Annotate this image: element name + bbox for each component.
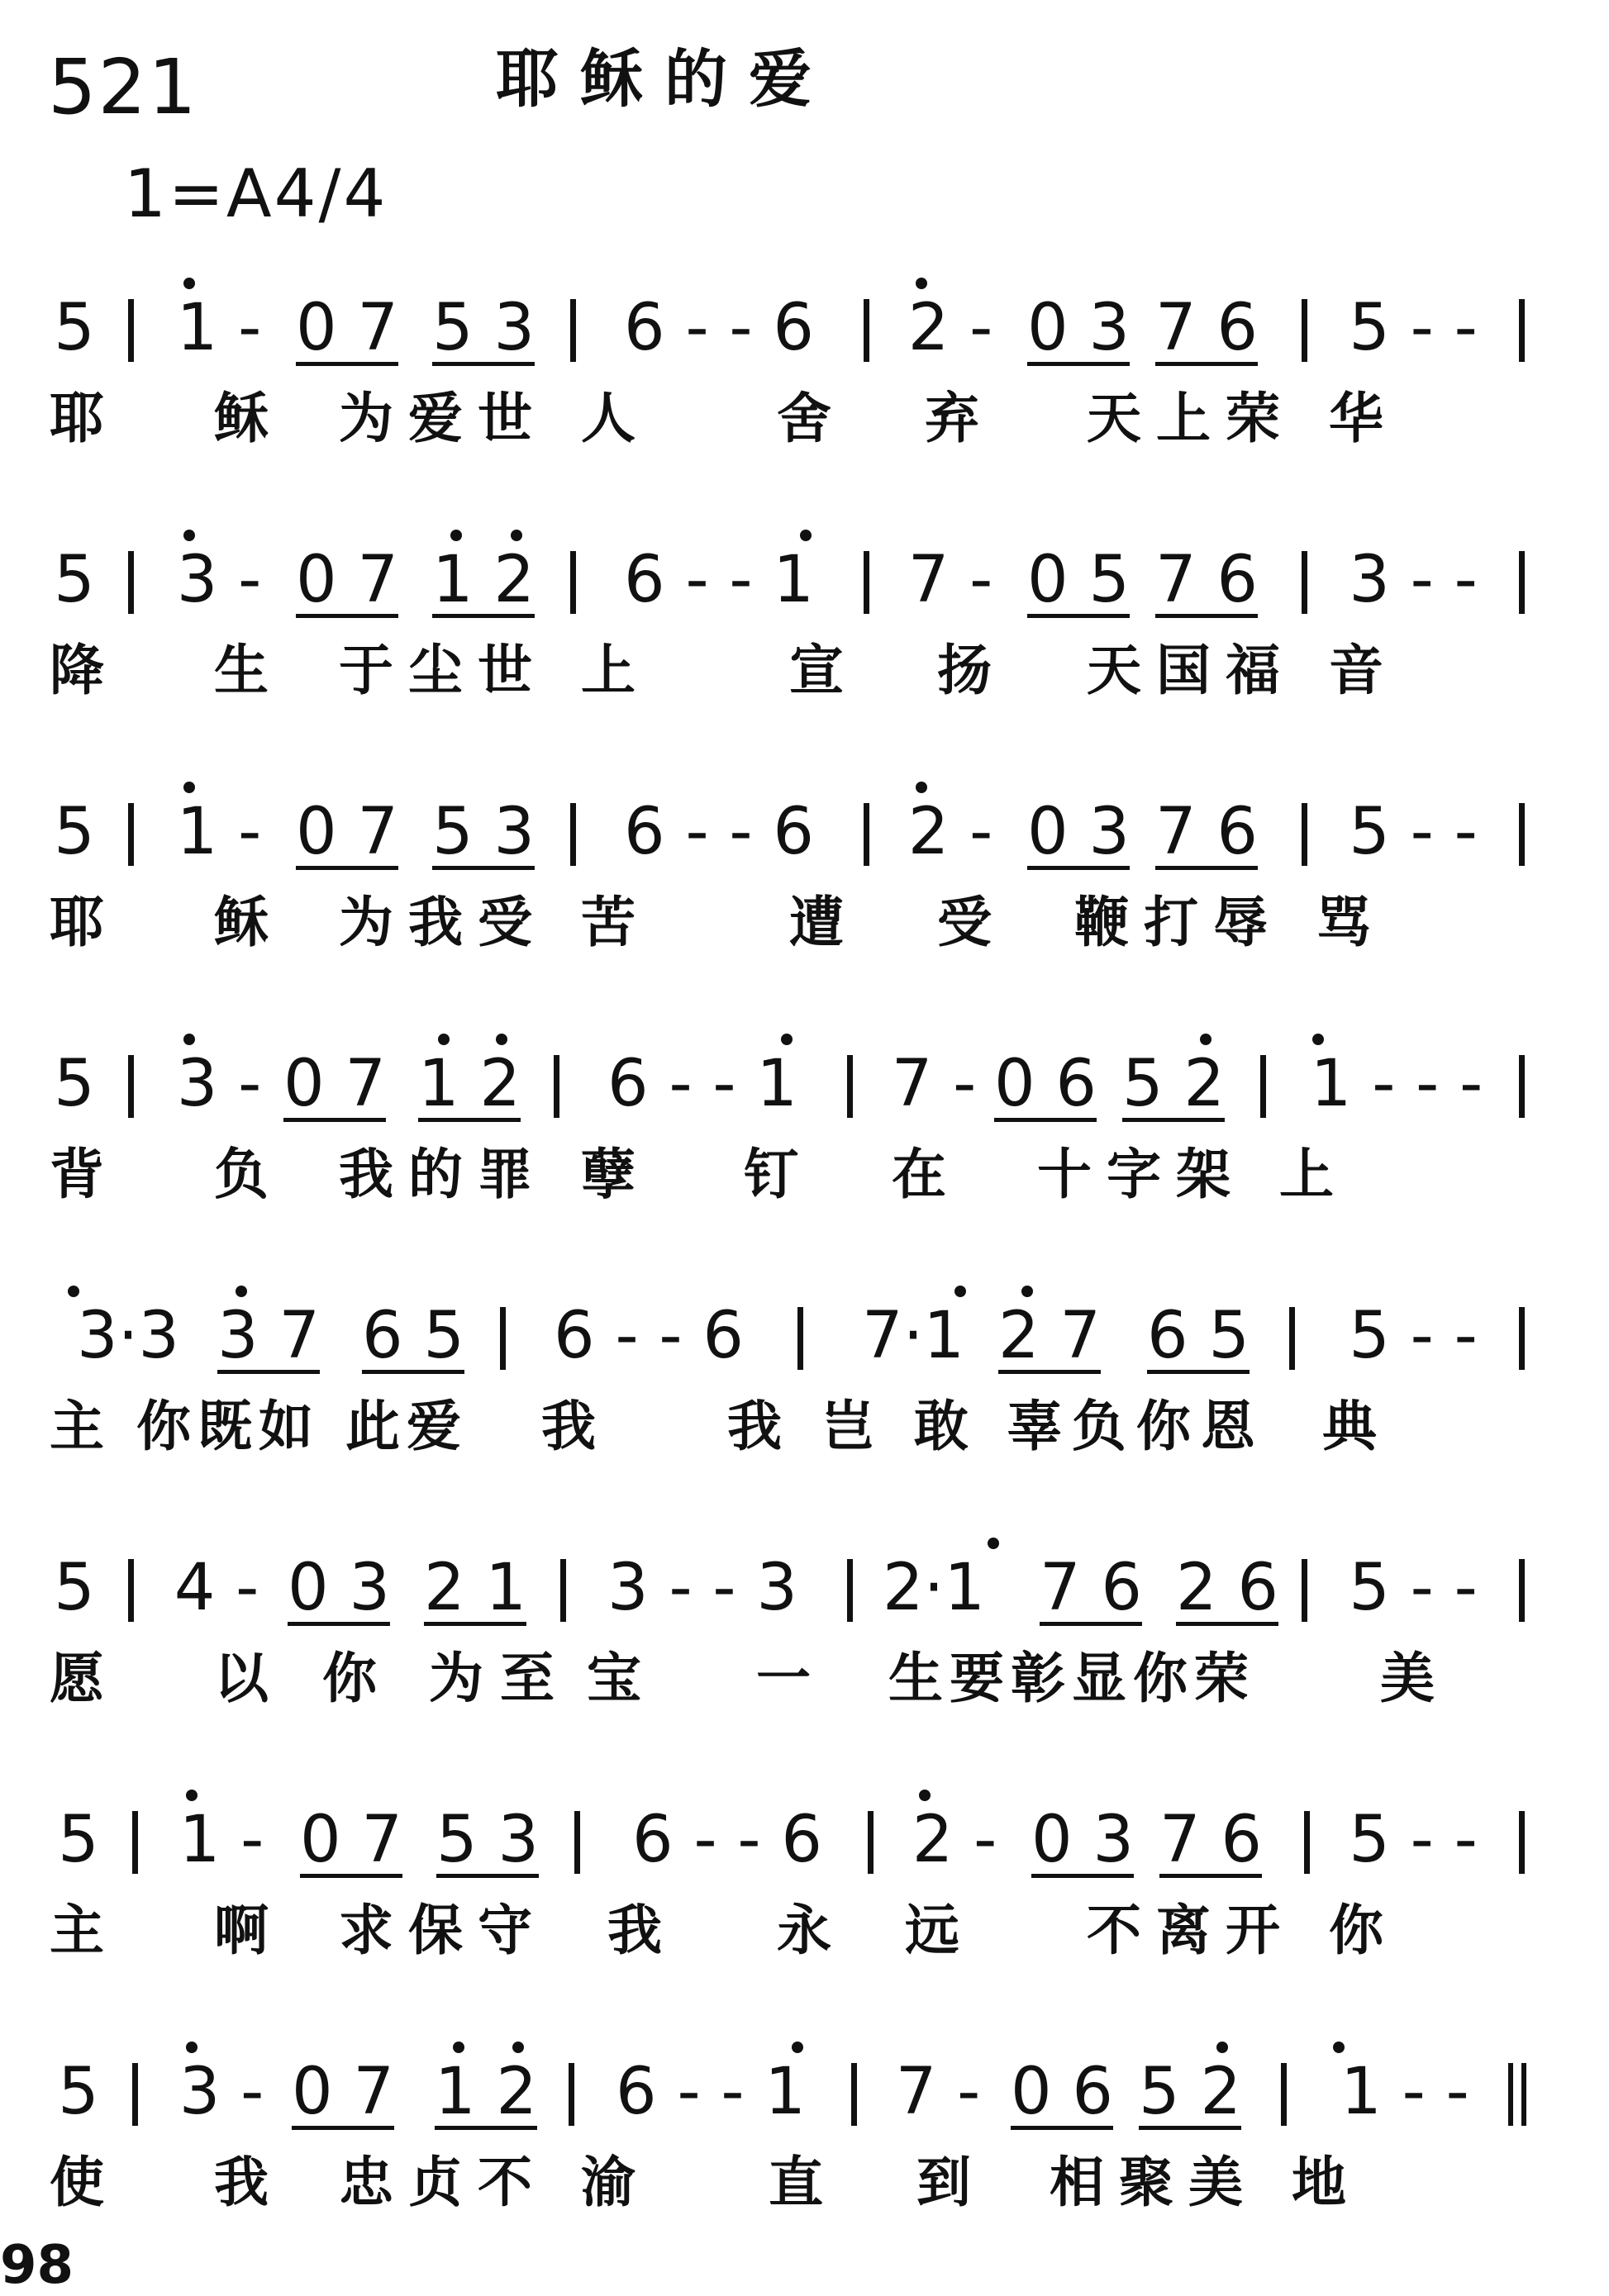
barline <box>1519 1307 1525 1370</box>
barline <box>569 2063 574 2126</box>
system-7 <box>0 1760 1609 2008</box>
note-group-underlined: 0 7 <box>299 1803 403 1877</box>
lyric-line <box>0 372 1609 496</box>
note-group: 6 - - 1 <box>607 1047 797 1121</box>
barline <box>1304 1811 1310 1874</box>
note-group-underlined: 0 7 <box>291 2055 395 2129</box>
system-8 <box>0 2012 1609 2260</box>
note-group: 7 - <box>891 1047 977 1121</box>
note-group-underlined: 5 2 <box>1138 2055 1242 2129</box>
octave-dot <box>68 1286 79 1297</box>
octave-dot <box>781 1034 793 1045</box>
lyric-segment: 钉 在 <box>744 1143 983 1206</box>
lyric-segment: 耶 稣 <box>50 387 314 450</box>
note-group: 5 <box>58 1803 99 1877</box>
octave-dot <box>916 278 927 289</box>
notation-line <box>0 752 1609 876</box>
octave-dot <box>186 2042 198 2053</box>
hymn-number: 521 <box>48 43 198 131</box>
octave-dot <box>954 1286 966 1297</box>
notation-line <box>0 1508 1609 1632</box>
lyric-segment: 相聚美 地 <box>1050 2151 1361 2214</box>
note-group-underlined: 2 1 <box>423 1551 527 1625</box>
lyric-segment: 不离开 你 <box>1087 1899 1398 1962</box>
lyric-line <box>0 624 1609 748</box>
lyric-line <box>0 876 1609 1000</box>
octave-dot <box>1200 1034 1212 1045</box>
note-group: 5 <box>54 543 95 617</box>
octave-dot <box>919 1790 931 1801</box>
note-group-underlined: 0 3 <box>1031 1803 1135 1877</box>
note-group: 1 - - <box>1340 2055 1469 2129</box>
note-group: 1 - <box>176 291 262 365</box>
lyric-segment: 背 负 <box>50 1143 314 1206</box>
note-group-underlined: 3 7 <box>217 1299 321 1373</box>
octave-dot <box>496 1034 507 1045</box>
barline <box>128 803 134 866</box>
octave-dot <box>988 1538 999 1549</box>
note-group-underlined: 1 2 <box>434 2055 538 2129</box>
lyric-segment: 远 <box>905 1899 974 1962</box>
lyric-segment: 忠贞不 渝 <box>339 2151 650 2214</box>
lyric-segment: 求保守 <box>339 1899 547 1962</box>
lyric-segment: 鞭打辱 骂 <box>1074 891 1386 954</box>
barline <box>1519 299 1525 362</box>
octave-dot <box>800 530 812 541</box>
barline <box>1302 1559 1307 1622</box>
octave-dot <box>453 2042 464 2053</box>
octave-dot <box>186 1790 198 1801</box>
octave-dot <box>438 1034 450 1045</box>
barline <box>1519 1811 1525 1874</box>
note-group-underlined: 0 3 <box>1026 291 1131 365</box>
notation-line <box>0 1760 1609 1884</box>
octave-dot <box>450 530 462 541</box>
barline <box>1519 1055 1525 1118</box>
note-group-underlined: 0 6 <box>1010 2055 1114 2129</box>
notation-line <box>0 1256 1609 1380</box>
lyric-segment: 我的罪 孽 <box>339 1143 650 1206</box>
note-group: 2·1 <box>882 1551 986 1625</box>
lyric-line <box>0 1884 1609 2008</box>
note-group: 5 - - <box>1349 1299 1478 1373</box>
key-signature: 1=A4/4 <box>124 155 388 232</box>
barline <box>847 1559 853 1622</box>
barline <box>851 2063 857 2126</box>
octave-dot <box>916 782 927 793</box>
lyric-line <box>0 1380 1609 1504</box>
barline <box>1302 803 1307 866</box>
lyric-segment: 主 你既如 此爱 <box>50 1395 468 1458</box>
barline <box>1302 551 1307 614</box>
note-group: 6 - - 1 <box>624 543 814 617</box>
note-group-underlined: 7 6 <box>1159 1803 1263 1877</box>
note-group: 6 - - 6 <box>632 1803 822 1877</box>
barline <box>128 299 134 362</box>
barline <box>864 803 869 866</box>
lyric-segment: 我 岂 敢 辜负你恩 <box>727 1395 1265 1458</box>
note-group-underlined: 5 3 <box>436 1803 540 1877</box>
notation-line <box>0 2012 1609 2136</box>
barline <box>132 1811 138 1874</box>
lyric-segment: 愿 以 <box>50 1647 314 1710</box>
note-group-underlined: 1 2 <box>417 1047 521 1121</box>
note-group-underlined: 0 3 <box>1026 795 1131 869</box>
system-2 <box>0 500 1609 748</box>
barline <box>554 1055 559 1118</box>
lyric-segment: 美 <box>1380 1647 1450 1710</box>
lyric-segment: 耶 稣 <box>50 891 314 954</box>
barline <box>570 803 576 866</box>
note-group-underlined: 7 6 <box>1154 543 1259 617</box>
system-4 <box>0 1004 1609 1252</box>
lyric-segment: 宝 <box>587 1647 656 1710</box>
barline <box>1519 1559 1525 1622</box>
barline <box>864 299 869 362</box>
octave-dot <box>183 782 195 793</box>
lyric-line <box>0 1632 1609 1756</box>
lyric-segment: 使 我 <box>50 2151 314 2214</box>
note-group-underlined: 0 7 <box>295 543 399 617</box>
octave-dot <box>183 530 195 541</box>
barline <box>847 1055 853 1118</box>
barline <box>128 551 134 614</box>
lyric-segment: 我 <box>541 1395 611 1458</box>
lyric-segment: 为爱世 人 <box>339 387 650 450</box>
lyric-segment: 天上荣 华 <box>1087 387 1398 450</box>
note-group: 5 - - <box>1349 1551 1478 1625</box>
octave-dot <box>1333 2042 1345 2053</box>
note-group-underlined: 7 6 <box>1154 291 1259 365</box>
barline <box>1519 803 1525 866</box>
lyric-line <box>0 1128 1609 1252</box>
note-group: 6 - - 1 <box>616 2055 806 2129</box>
note-group-underlined: 0 3 <box>287 1551 391 1625</box>
note-group-underlined: 1 2 <box>431 543 536 617</box>
octave-dot <box>1216 2042 1228 2053</box>
note-group: 3 - <box>176 1047 262 1121</box>
barline <box>868 1811 874 1874</box>
note-group-underlined: 5 3 <box>431 291 536 365</box>
notation-line <box>0 248 1609 372</box>
note-group: 3·3 <box>76 1299 180 1373</box>
lyric-segment: 天国福 音 <box>1087 639 1398 702</box>
lyric-segment: 十字架 上 <box>1037 1143 1349 1206</box>
note-group: 3 - - <box>1349 543 1478 617</box>
note-group-underlined: 6 5 <box>1146 1299 1250 1373</box>
note-group: 5 - - <box>1349 1803 1478 1877</box>
notation-line <box>0 1004 1609 1128</box>
note-group: 3 - <box>179 2055 264 2129</box>
note-group: 7·1 <box>861 1299 965 1373</box>
barline <box>797 1307 803 1370</box>
note-group-underlined: 7 6 <box>1154 795 1259 869</box>
lyric-segment: 为我受 苦 <box>339 891 650 954</box>
barline <box>570 551 576 614</box>
barline <box>1289 1307 1295 1370</box>
octave-dot <box>183 278 195 289</box>
note-group-underlined: 7 6 <box>1039 1551 1143 1625</box>
hymn-title: 耶稣的爱 <box>496 42 833 116</box>
note-group: 5 <box>58 2055 99 2129</box>
lyric-segment: 典 <box>1322 1395 1392 1458</box>
lyric-segment: 遭 受 <box>789 891 1029 954</box>
notation-line <box>0 500 1609 624</box>
system-1 <box>0 248 1609 496</box>
note-group-underlined: 0 5 <box>1026 543 1131 617</box>
barline <box>864 551 869 614</box>
note-group-underlined: 0 6 <box>993 1047 1097 1121</box>
lyric-segment: 一 <box>756 1647 826 1710</box>
lyric-segment: 降 生 <box>50 639 314 702</box>
note-group: 5 <box>54 1551 95 1625</box>
barline <box>128 1055 134 1118</box>
note-group: 6 - - 6 <box>554 1299 744 1373</box>
note-group-underlined: 0 7 <box>295 795 399 869</box>
lyric-segment: 主 啊 <box>50 1899 314 1962</box>
note-group: 4 - <box>174 1551 259 1625</box>
lyric-segment: 于尘世 上 <box>339 639 650 702</box>
octave-dot <box>236 1286 247 1297</box>
lyric-segment: 永 <box>777 1899 846 1962</box>
note-group-underlined: 5 3 <box>431 795 536 869</box>
barline <box>1302 299 1307 362</box>
note-group: 1 - - - <box>1310 1047 1483 1121</box>
lyric-segment: 直 到 <box>769 2151 1008 2214</box>
note-group: 3 - - 3 <box>607 1551 797 1625</box>
barline <box>132 2063 138 2126</box>
octave-dot <box>512 2042 524 2053</box>
barline <box>560 1559 566 1622</box>
barline <box>574 1811 580 1874</box>
page-number: 98 <box>0 2235 74 2296</box>
note-group: 7 - <box>895 2055 981 2129</box>
octave-dot <box>511 530 522 541</box>
barline <box>570 299 576 362</box>
note-group: 2 - <box>907 795 993 869</box>
system-3 <box>0 752 1609 1000</box>
note-group: 6 - - 6 <box>624 291 814 365</box>
lyric-segment: 生要彰显你荣 <box>888 1647 1255 1710</box>
note-group-underlined: 6 5 <box>361 1299 465 1373</box>
lyric-segment: 舍 弃 <box>777 387 1016 450</box>
lyric-segment: 宣 扬 <box>789 639 1029 702</box>
note-group: 6 - - 6 <box>624 795 814 869</box>
octave-dot <box>183 1034 195 1045</box>
barline <box>1281 2063 1287 2126</box>
note-group-underlined: 2 7 <box>997 1299 1102 1373</box>
lyric-segment: 我 <box>607 1899 677 1962</box>
note-group-underlined: 0 7 <box>295 291 399 365</box>
note-group: 5 <box>54 1047 95 1121</box>
note-group: 1 - <box>176 795 262 869</box>
octave-dot <box>1312 1034 1324 1045</box>
note-group: 5 - - <box>1349 291 1478 365</box>
note-group: 5 <box>54 291 95 365</box>
note-group: 5 - - <box>1349 795 1478 869</box>
octave-dot <box>792 2042 803 2053</box>
lyric-segment: 你 为至 <box>322 1647 571 1710</box>
system-6 <box>0 1508 1609 1756</box>
note-group: 7 - <box>907 543 993 617</box>
note-group: 2 - <box>907 291 993 365</box>
barline <box>128 1559 134 1622</box>
octave-dot <box>1021 1286 1033 1297</box>
note-group-underlined: 2 6 <box>1175 1551 1279 1625</box>
note-group: 3 - <box>176 543 262 617</box>
note-group-underlined: 0 7 <box>283 1047 387 1121</box>
final-barline <box>1508 2063 1526 2126</box>
barline <box>1260 1055 1266 1118</box>
barline <box>500 1307 506 1370</box>
barline <box>1519 551 1525 614</box>
note-group-underlined: 5 2 <box>1121 1047 1226 1121</box>
lyric-line <box>0 2136 1609 2260</box>
note-group: 2 - <box>912 1803 997 1877</box>
note-group: 1 - <box>179 1803 264 1877</box>
system-5 <box>0 1256 1609 1504</box>
note-group: 5 <box>54 795 95 869</box>
